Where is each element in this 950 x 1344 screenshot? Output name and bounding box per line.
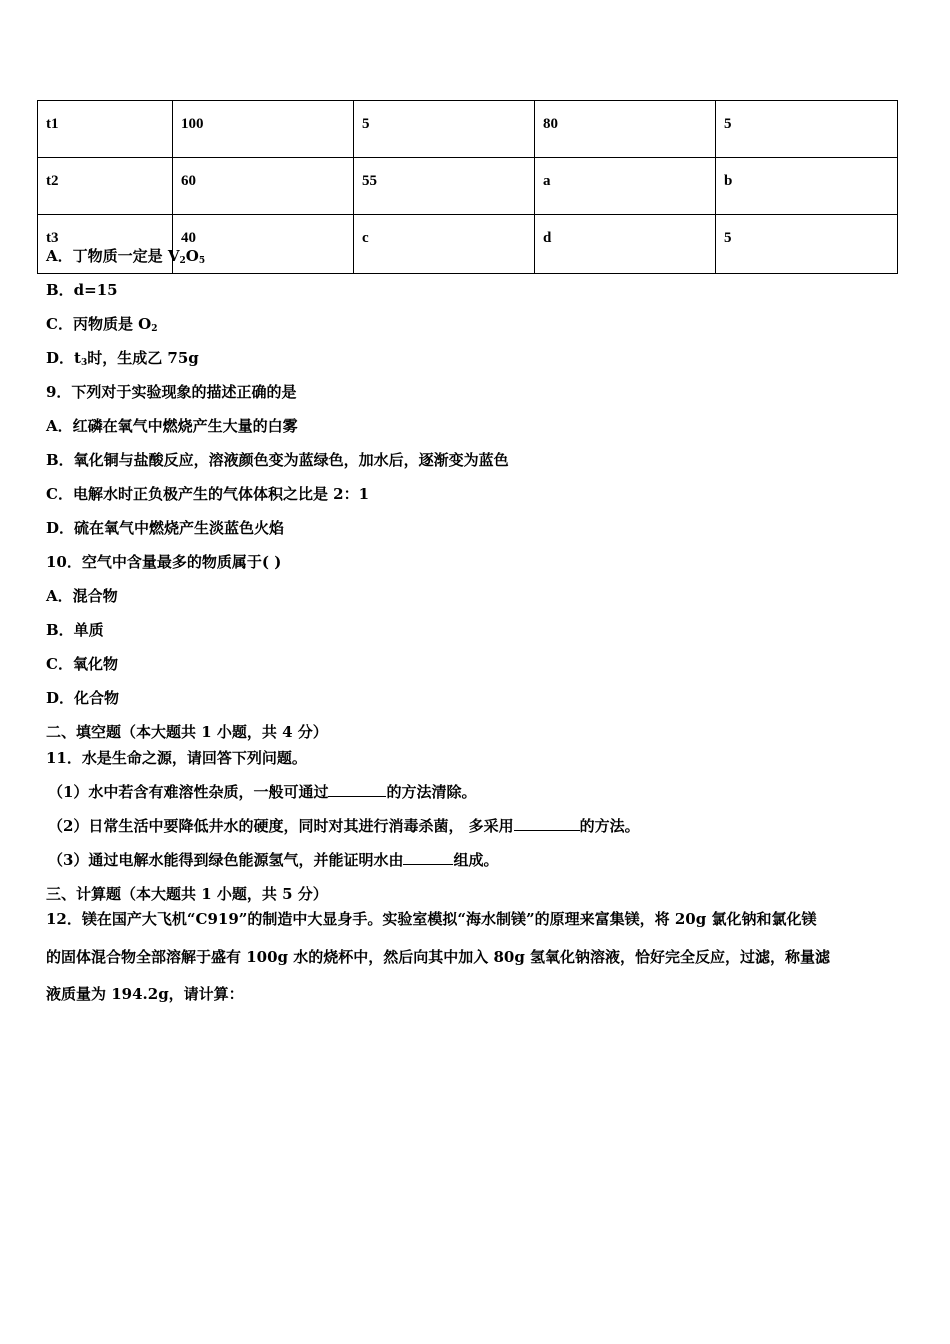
table-row [38, 101, 898, 158]
table-cell: t1 [38, 101, 173, 158]
subscript: 3 [80, 358, 88, 368]
section-heading: 三、计算题（本大题共 1 小题，共 5 分） [46, 885, 328, 903]
table-cell: 40 [173, 215, 354, 274]
q10-option-d: D．化合物 [46, 689, 120, 707]
q10-stem: 10．空气中含量最多的物质属于( ) [46, 553, 282, 571]
q11-stem: 11．水是生命之源，请回答下列问题。 [46, 749, 307, 767]
part-text: 的方法清除。 [386, 783, 477, 801]
answer-blank[interactable] [403, 850, 453, 865]
answer-blank[interactable] [514, 816, 580, 831]
part-text: 的方法。 [579, 817, 640, 835]
table-row [38, 158, 898, 215]
table-cell: b [716, 158, 898, 215]
q10-option-a: A．混合物 [46, 587, 118, 605]
section-heading: 二、填空题（本大题共 1 小题，共 4 分） [46, 723, 328, 741]
part-text: （3）通过电解水能得到绿色能源氢气，并能证明水由 [48, 851, 404, 869]
table-cell: t3 [38, 215, 173, 274]
option-text: D．t [46, 349, 81, 367]
q11-part-1 [48, 782, 476, 802]
q8-option-b: B．d=15 [46, 281, 118, 299]
part-text: 组成。 [453, 851, 499, 869]
option-text: O [185, 247, 199, 265]
table-cell: a [535, 158, 716, 215]
q10-option-b: B．单质 [46, 621, 104, 639]
part-text: （2）日常生活中要降低井水的硬度，同时对其进行消毒杀菌， 多采用 [48, 817, 514, 835]
q9-stem: 9．下列对于实验现象的描述正确的是 [46, 383, 297, 401]
table-cell: 5 [716, 215, 898, 274]
q9-option-b: B．氧化铜与盐酸反应，溶液颜色变为蓝绿色，加水后，逐渐变为蓝色 [46, 451, 509, 469]
subscript: 5 [198, 256, 206, 266]
q11-part-3 [48, 850, 498, 870]
table-cell: 5 [354, 101, 535, 158]
q8-option-a [46, 246, 205, 271]
option-text: C．丙物质是 O [46, 315, 152, 333]
q11-part-2 [48, 816, 640, 836]
table-cell: 100 [173, 101, 354, 158]
q9-option-d: D．硫在氧气中燃烧产生淡蓝色火焰 [46, 519, 285, 537]
table-cell: 55 [354, 158, 535, 215]
table-cell: d [535, 215, 716, 274]
subscript: 2 [151, 324, 158, 334]
option-text: 时，生成乙 75g [87, 349, 199, 367]
answer-blank[interactable] [328, 782, 386, 797]
table-cell: t2 [38, 158, 173, 215]
q9-option-a: A．红磷在氧气中燃烧产生大量的白雾 [46, 417, 298, 435]
table-cell: 80 [535, 101, 716, 158]
table-cell: 60 [173, 158, 354, 215]
q8-option-c [46, 314, 158, 339]
subscript: 2 [179, 256, 186, 266]
part-text: （1）水中若含有难溶性杂质，一般可通过 [48, 783, 329, 801]
table-cell: 5 [716, 101, 898, 158]
q12-line: 液质量为 194.2g，请计算： [46, 985, 244, 1003]
q12-line: 12．镁在国产大飞机“C919”的制造中大显身手。实验室模拟“海水制镁”的原理来富集镁，将 20g 氯化钠和氯化镁 [46, 910, 817, 928]
option-text: A．丁物质一定是 V [46, 247, 180, 265]
q12-line: 的固体混合物全部溶解于盛有 100g 水的烧杯中，然后向其中加入 80g 氢氧化钠溶液，恰好完全反应，过滤，称量滤 [46, 948, 831, 966]
q8-option-d [46, 348, 199, 373]
table-cell: c [354, 215, 535, 274]
q9-option-c: C．电解水时正负极产生的气体体积之比是 2：1 [46, 485, 370, 503]
q10-option-c: C．氧化物 [46, 655, 118, 673]
